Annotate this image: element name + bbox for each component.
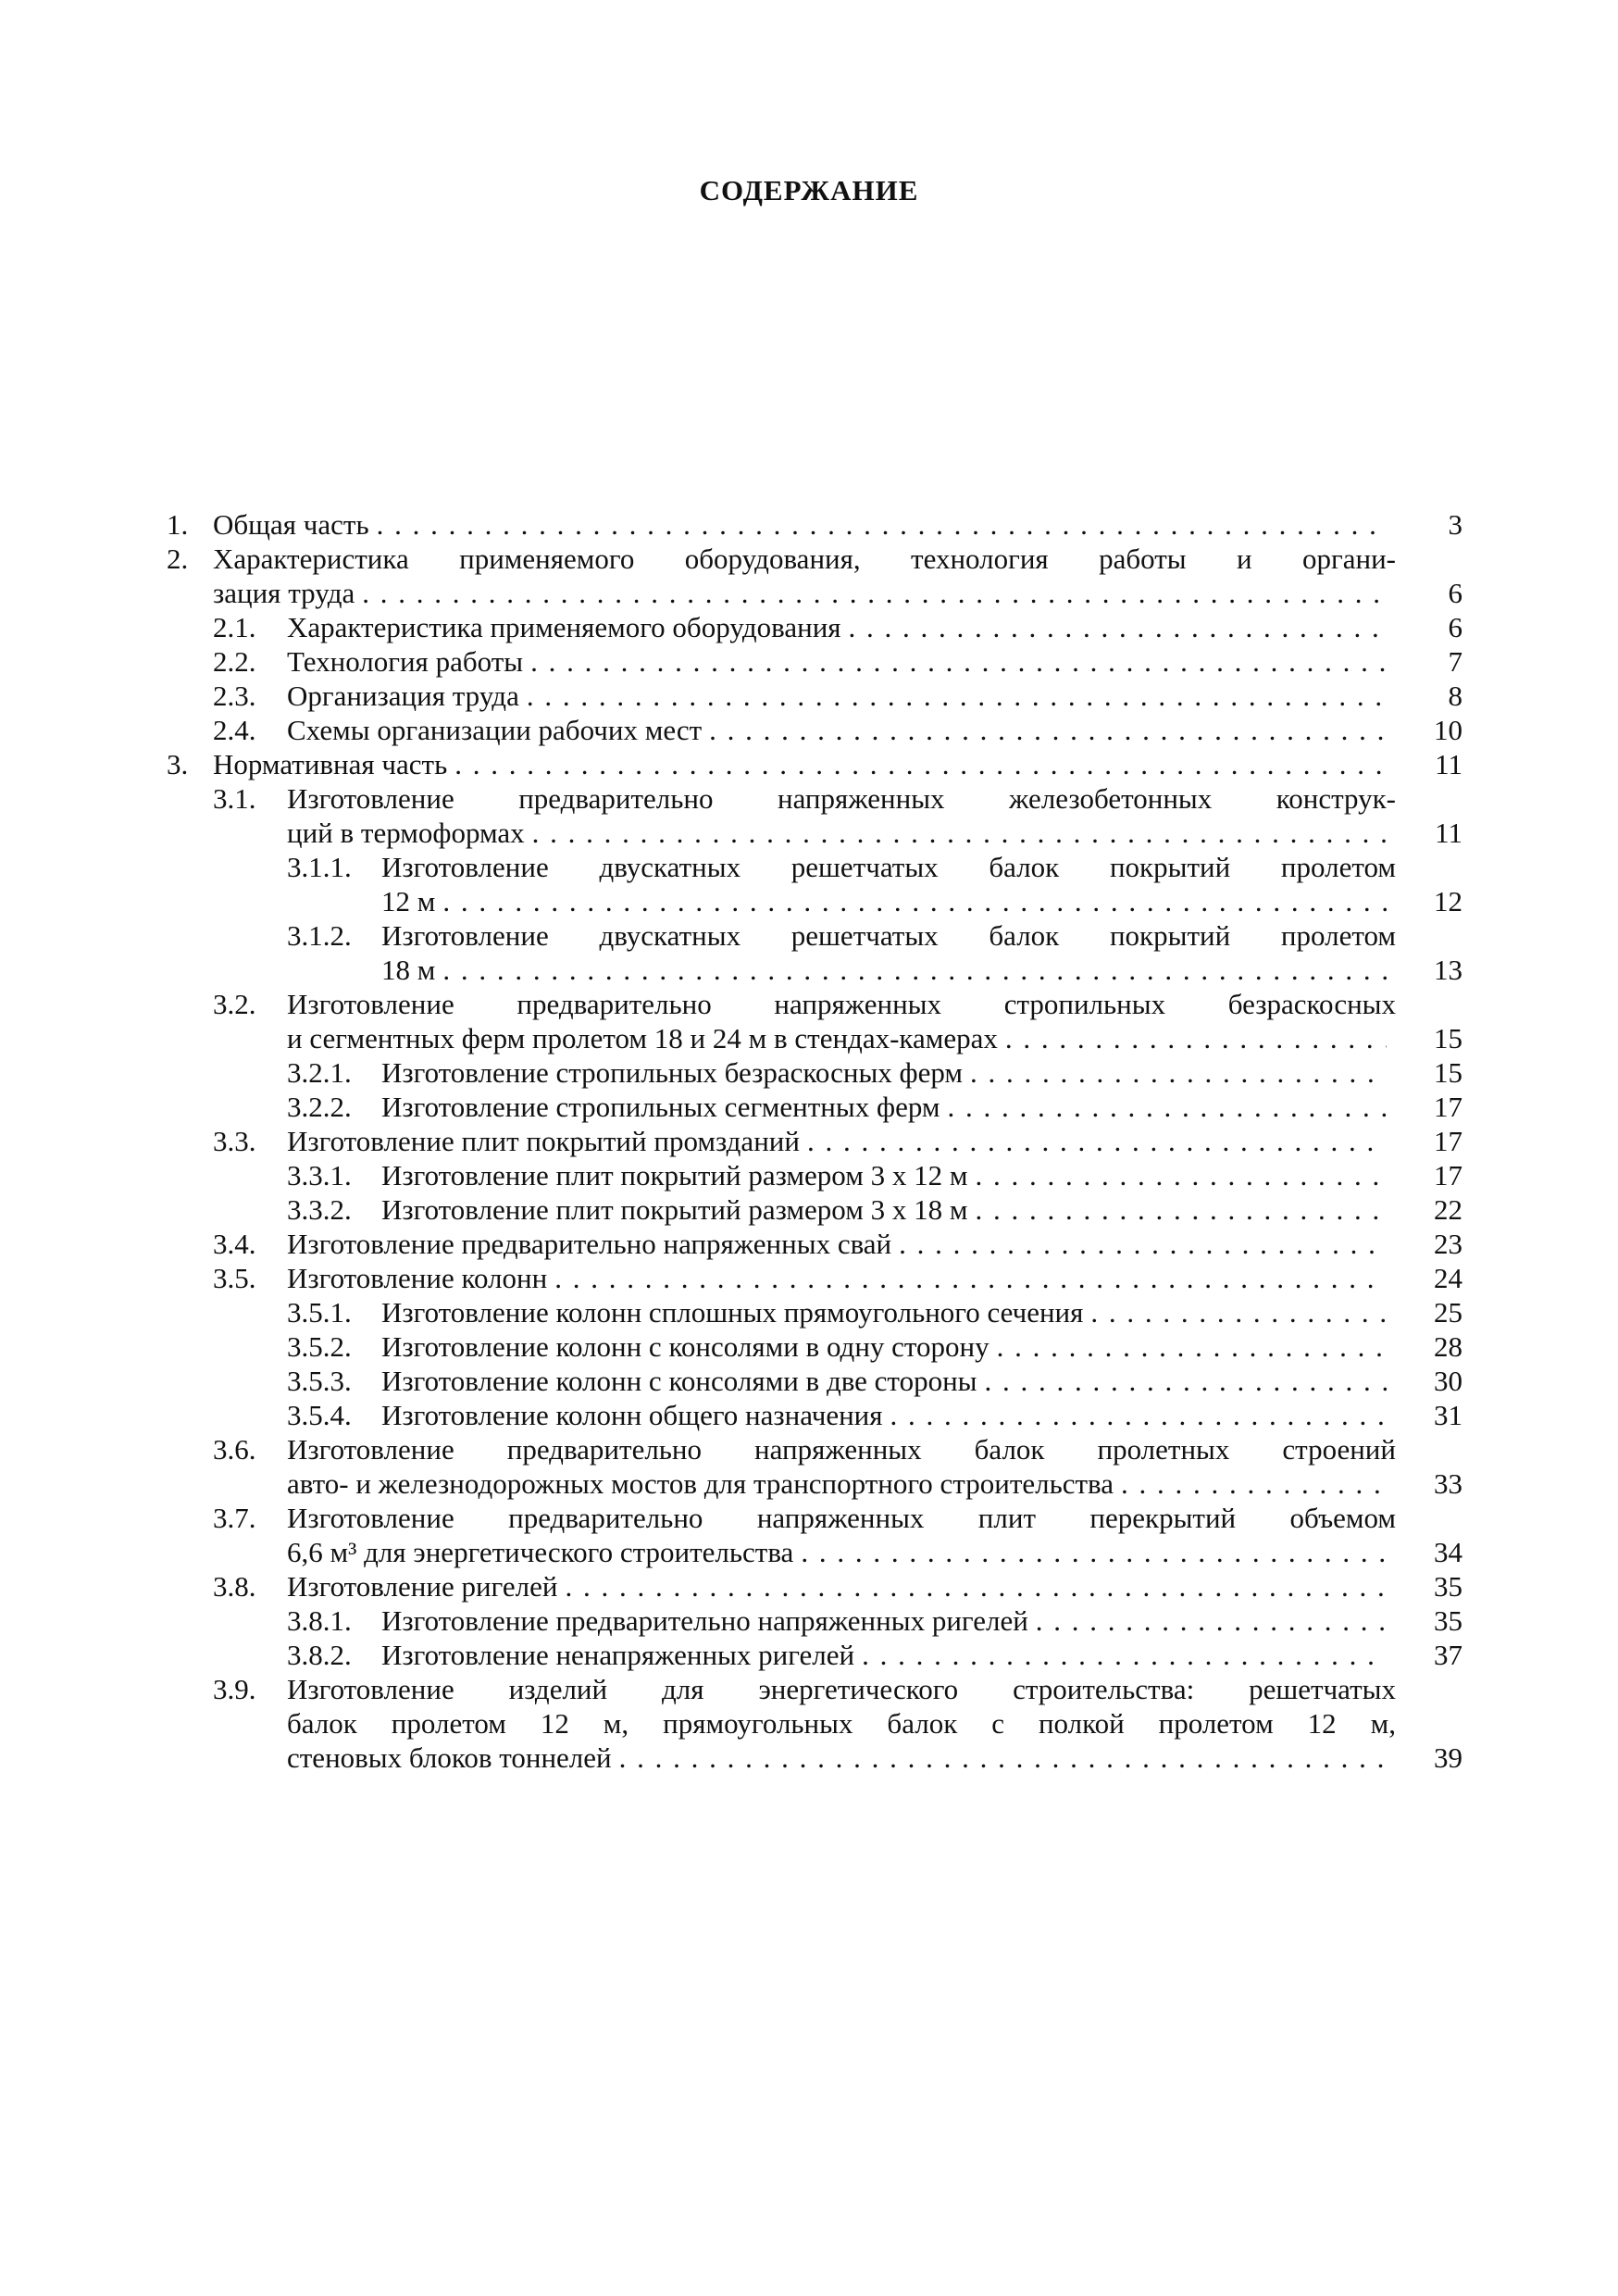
- toc-entry-page: 22: [1434, 1193, 1462, 1226]
- toc-entry-number: 2.2.: [213, 645, 256, 678]
- toc-entry-title: Изготовление колонн с консолями в одну сторону: [381, 1330, 989, 1363]
- toc-entry-page: 28: [1434, 1330, 1462, 1363]
- toc-entry-line: [287, 987, 1396, 1021]
- toc-entry-number: 3.2.1.: [287, 1056, 352, 1089]
- toc-entry-line: [213, 747, 1462, 781]
- dot-leader: [709, 713, 1387, 747]
- dot-leader: [454, 747, 1387, 781]
- toc-entry-line: [381, 1364, 1462, 1398]
- dot-leader: [362, 576, 1387, 610]
- toc-entry: [167, 1432, 1462, 1501]
- toc-entry-number: 2.3.: [213, 680, 256, 712]
- toc-entry-title: 6,6 м³ для энергетического строительства: [287, 1536, 794, 1568]
- toc-entry-title: Организация труда: [287, 680, 519, 712]
- toc-entry: [167, 713, 1462, 747]
- dot-leader: [527, 679, 1387, 713]
- toc-entry: [167, 542, 1462, 610]
- toc-entry: [167, 1090, 1462, 1124]
- toc-entry-line: [287, 1672, 1396, 1706]
- dot-leader: [997, 1329, 1387, 1364]
- toc-entry-number: 3.8.: [213, 1570, 256, 1603]
- dot-leader: [554, 1261, 1387, 1295]
- toc-entry-number: 3.: [167, 748, 189, 780]
- toc-entry-title: стеновых блоков тоннелей: [287, 1741, 612, 1774]
- toc-entry-page: 24: [1434, 1262, 1462, 1294]
- toc-entry: [167, 1638, 1462, 1672]
- toc-entry-page: 15: [1434, 1022, 1462, 1054]
- toc-entry-number: 3.3.2.: [287, 1193, 352, 1226]
- toc-entry-line: [287, 781, 1396, 816]
- toc-entry-page: 31: [1434, 1399, 1462, 1431]
- toc-entry-line: [213, 576, 1462, 610]
- toc-entry-page: 8: [1448, 680, 1462, 712]
- toc-entry-title: Изготовление предварительно напряженных железобетонных конструк-: [287, 782, 1396, 815]
- toc-entry: [167, 1158, 1462, 1192]
- toc-entry-page: 17: [1434, 1125, 1462, 1157]
- toc-entry-number: 3.4.: [213, 1228, 256, 1260]
- toc-entry-title: Изготовление колонн общего назначения: [381, 1399, 883, 1431]
- table-of-contents: [167, 507, 1462, 1775]
- toc-entry-title: 18 м: [381, 954, 436, 986]
- toc-entry-title: Характеристика применяемого оборудования, технология работы и органи-: [213, 543, 1396, 575]
- toc-entry-line: [381, 1090, 1462, 1124]
- dot-leader: [565, 1569, 1387, 1603]
- toc-entry-line: [381, 850, 1396, 884]
- toc-entry-title: Общая часть: [213, 508, 369, 541]
- toc-entry-title: Изготовление предварительно напряженных стропильных безраскосных: [287, 988, 1396, 1020]
- dot-leader: [970, 1055, 1387, 1090]
- toc-entry-page: 37: [1434, 1639, 1462, 1671]
- toc-entry-page: 11: [1435, 748, 1462, 780]
- toc-entry-line: [287, 644, 1462, 679]
- toc-entry-line: [287, 1569, 1462, 1603]
- toc-entry-number: 3.1.2.: [287, 919, 352, 952]
- toc-entry-line: [213, 507, 1462, 542]
- toc-entry-line: [287, 610, 1462, 644]
- toc-entry-line: [381, 1398, 1462, 1432]
- toc-entry: [167, 1227, 1462, 1261]
- toc-entry-line: [381, 953, 1462, 987]
- dot-leader: [442, 953, 1387, 987]
- toc-entry-number: 3.2.: [213, 988, 256, 1020]
- toc-entry-line: [381, 1158, 1462, 1192]
- dot-leader: [890, 1398, 1387, 1432]
- toc-entry-page: 17: [1434, 1159, 1462, 1192]
- toc-entry-line: [381, 1192, 1462, 1227]
- toc-entry-title: Изготовление двускатных решетчатых балок покрытий пролетом: [381, 851, 1396, 883]
- dot-leader: [807, 1124, 1387, 1158]
- toc-entry: [167, 1398, 1462, 1432]
- toc-entry-title: ций в термоформах: [287, 817, 525, 849]
- dot-leader: [975, 1192, 1387, 1227]
- toc-entry-line: [381, 918, 1396, 953]
- toc-entry-line: [381, 884, 1462, 918]
- toc-entry-number: 3.9.: [213, 1673, 256, 1705]
- toc-entry-number: 3.8.2.: [287, 1639, 352, 1671]
- dot-leader: [985, 1364, 1388, 1398]
- toc-entry-title: Изготовление плит покрытий размером 3 х 12 м: [381, 1159, 968, 1192]
- toc-entry-page: 23: [1434, 1228, 1462, 1260]
- toc-entry-title: Изготовление колонн с консолями в две стороны: [381, 1365, 977, 1397]
- toc-entry-line: [287, 1432, 1396, 1466]
- toc-entry-title: Изготовление предварительно напряженных ригелей: [381, 1604, 1028, 1637]
- toc-entry-title: Изготовление предварительно напряженных балок пролетных строений: [287, 1433, 1396, 1466]
- toc-entry-title: балок пролетом 12 м, прямоугольных балок с полкой пролетом 12 м,: [287, 1707, 1396, 1740]
- toc-entry-number: 2.1.: [213, 611, 256, 643]
- dot-leader: [899, 1227, 1387, 1261]
- toc-entry: [167, 781, 1462, 850]
- toc-entry-page: 39: [1434, 1741, 1462, 1774]
- toc-entry-title: Изготовление колонн: [287, 1262, 548, 1294]
- toc-entry-line: [287, 816, 1462, 850]
- toc-entry-number: 3.2.2.: [287, 1091, 352, 1123]
- toc-entry-title: Изготовление плит покрытий размером 3 х 18 м: [381, 1193, 968, 1226]
- toc-entry-title: Изготовление ригелей: [287, 1570, 558, 1603]
- toc-entry-page: 17: [1434, 1091, 1462, 1123]
- dot-leader: [442, 884, 1387, 918]
- toc-entry-title: зация труда: [213, 577, 355, 609]
- toc-entry-title: Изготовление двускатных решетчатых балок покрытий пролетом: [381, 919, 1396, 952]
- toc-entry-line: [381, 1295, 1462, 1329]
- toc-entry-number: 2.: [167, 543, 189, 575]
- toc-entry-page: 11: [1435, 817, 1462, 849]
- toc-entry: [167, 1569, 1462, 1603]
- toc-entry: [167, 1329, 1462, 1364]
- toc-entry-number: 3.6.: [213, 1433, 256, 1466]
- toc-entry-line: [213, 542, 1396, 576]
- toc-entry: [167, 1295, 1462, 1329]
- toc-entry-page: 15: [1434, 1056, 1462, 1089]
- toc-entry-number: 3.1.1.: [287, 851, 352, 883]
- dot-leader: [1036, 1603, 1387, 1638]
- dot-leader: [862, 1638, 1387, 1672]
- toc-entry-title: Характеристика применяемого оборудования: [287, 611, 841, 643]
- toc-entry-title: Изготовление колонн сплошных прямоугольного сечения: [381, 1296, 1084, 1329]
- toc-entry-line: [287, 1706, 1396, 1741]
- toc-entry-page: 10: [1434, 714, 1462, 746]
- toc-entry: [167, 1124, 1462, 1158]
- toc-entry-line: [381, 1055, 1462, 1090]
- toc-entry-title: Изготовление плит покрытий промзданий: [287, 1125, 800, 1157]
- toc-entry: [167, 918, 1462, 987]
- toc-entry-number: 3.5.3.: [287, 1365, 352, 1397]
- toc-entry-title: Нормативная часть: [213, 748, 448, 780]
- toc-entry: [167, 507, 1462, 542]
- toc-entry: [167, 1364, 1462, 1398]
- toc-entry-line: [287, 1535, 1462, 1569]
- toc-entry-title: авто- и железнодорожных мостов для транспортного строительства: [287, 1467, 1114, 1500]
- toc-entry-page: 25: [1434, 1296, 1462, 1329]
- toc-entry: [167, 1261, 1462, 1295]
- toc-entry: [167, 644, 1462, 679]
- toc-entry-line: [381, 1638, 1462, 1672]
- toc-entry-number: 3.5.4.: [287, 1399, 352, 1431]
- toc-entry-number: 3.3.1.: [287, 1159, 352, 1192]
- dot-leader: [849, 610, 1387, 644]
- toc-entry: [167, 1055, 1462, 1090]
- dot-leader: [975, 1158, 1387, 1192]
- toc-entry-page: 12: [1434, 885, 1462, 917]
- toc-entry-page: 6: [1448, 611, 1462, 643]
- toc-entry: [167, 679, 1462, 713]
- toc-entry-page: 3: [1448, 508, 1462, 541]
- toc-entry-line: [381, 1603, 1462, 1638]
- toc-entry-line: [287, 1261, 1462, 1295]
- dot-leader: [532, 816, 1387, 850]
- toc-entry: [167, 850, 1462, 918]
- toc-entry-page: 30: [1434, 1365, 1462, 1397]
- toc-entry-number: 3.5.2.: [287, 1330, 352, 1363]
- dot-leader: [801, 1535, 1387, 1569]
- toc-entry-number: 3.5.1.: [287, 1296, 352, 1329]
- toc-entry-title: Изготовление изделий для энергетического строительства: решетчатых: [287, 1673, 1396, 1705]
- toc-entry-page: 7: [1448, 645, 1462, 678]
- toc-entry: [167, 610, 1462, 644]
- dot-leader: [1090, 1295, 1387, 1329]
- toc-entry-line: [287, 1124, 1462, 1158]
- toc-entry: [167, 1603, 1462, 1638]
- toc-entry-line: [287, 679, 1462, 713]
- page-title: СОДЕРЖАНИЕ: [699, 174, 919, 206]
- toc-entry-number: 3.1.: [213, 782, 256, 815]
- toc-entry-title: Изготовление предварительно напряженных свай: [287, 1228, 892, 1260]
- dot-leader: [377, 507, 1387, 542]
- toc-entry-number: 3.3.: [213, 1125, 256, 1157]
- toc-entry-number: 3.7.: [213, 1502, 256, 1534]
- toc-entry-page: 35: [1434, 1570, 1462, 1603]
- toc-entry-title: Изготовление стропильных сегментных ферм: [381, 1091, 940, 1123]
- toc-entry: [167, 747, 1462, 781]
- dot-leader: [947, 1090, 1387, 1124]
- toc-entry: [167, 987, 1462, 1055]
- toc-entry-page: 13: [1434, 954, 1462, 986]
- toc-entry-line: [287, 1021, 1462, 1055]
- toc-entry-page: 35: [1434, 1604, 1462, 1637]
- toc-entry-number: 3.5.: [213, 1262, 256, 1294]
- toc-entry-number: 1.: [167, 508, 189, 541]
- toc-entry: [167, 1672, 1462, 1775]
- toc-entry-title: 12 м: [381, 885, 436, 917]
- toc-entry-title: Изготовление предварительно напряженных плит перекрытий объемом: [287, 1502, 1396, 1534]
- toc-entry-line: [287, 1466, 1462, 1501]
- toc-entry-number: 3.8.1.: [287, 1604, 352, 1637]
- toc-entry-page: 33: [1434, 1467, 1462, 1500]
- toc-entry-line: [381, 1329, 1462, 1364]
- toc-entry-page: 6: [1448, 577, 1462, 609]
- dot-leader: [619, 1741, 1387, 1775]
- toc-entry-line: [287, 1741, 1462, 1775]
- toc-entry-title: и сегментных ферм пролетом 18 и 24 м в стендах-камерах: [287, 1022, 998, 1054]
- toc-entry: [167, 1192, 1462, 1227]
- toc-entry-line: [287, 713, 1462, 747]
- dot-leader: [530, 644, 1387, 679]
- toc-entry-title: Изготовление стропильных безраскосных ферм: [381, 1056, 964, 1089]
- toc-entry-line: [287, 1227, 1462, 1261]
- dot-leader: [1005, 1021, 1387, 1055]
- toc-entry-title: Технология работы: [287, 645, 524, 678]
- toc-entry: [167, 1501, 1462, 1569]
- toc-entry-page: 34: [1434, 1536, 1462, 1568]
- toc-entry-title: Схемы организации рабочих мест: [287, 714, 703, 746]
- toc-entry-line: [287, 1501, 1396, 1535]
- dot-leader: [1121, 1466, 1387, 1501]
- toc-entry-number: 2.4.: [213, 714, 256, 746]
- toc-entry-title: Изготовление ненапряженных ригелей: [381, 1639, 855, 1671]
